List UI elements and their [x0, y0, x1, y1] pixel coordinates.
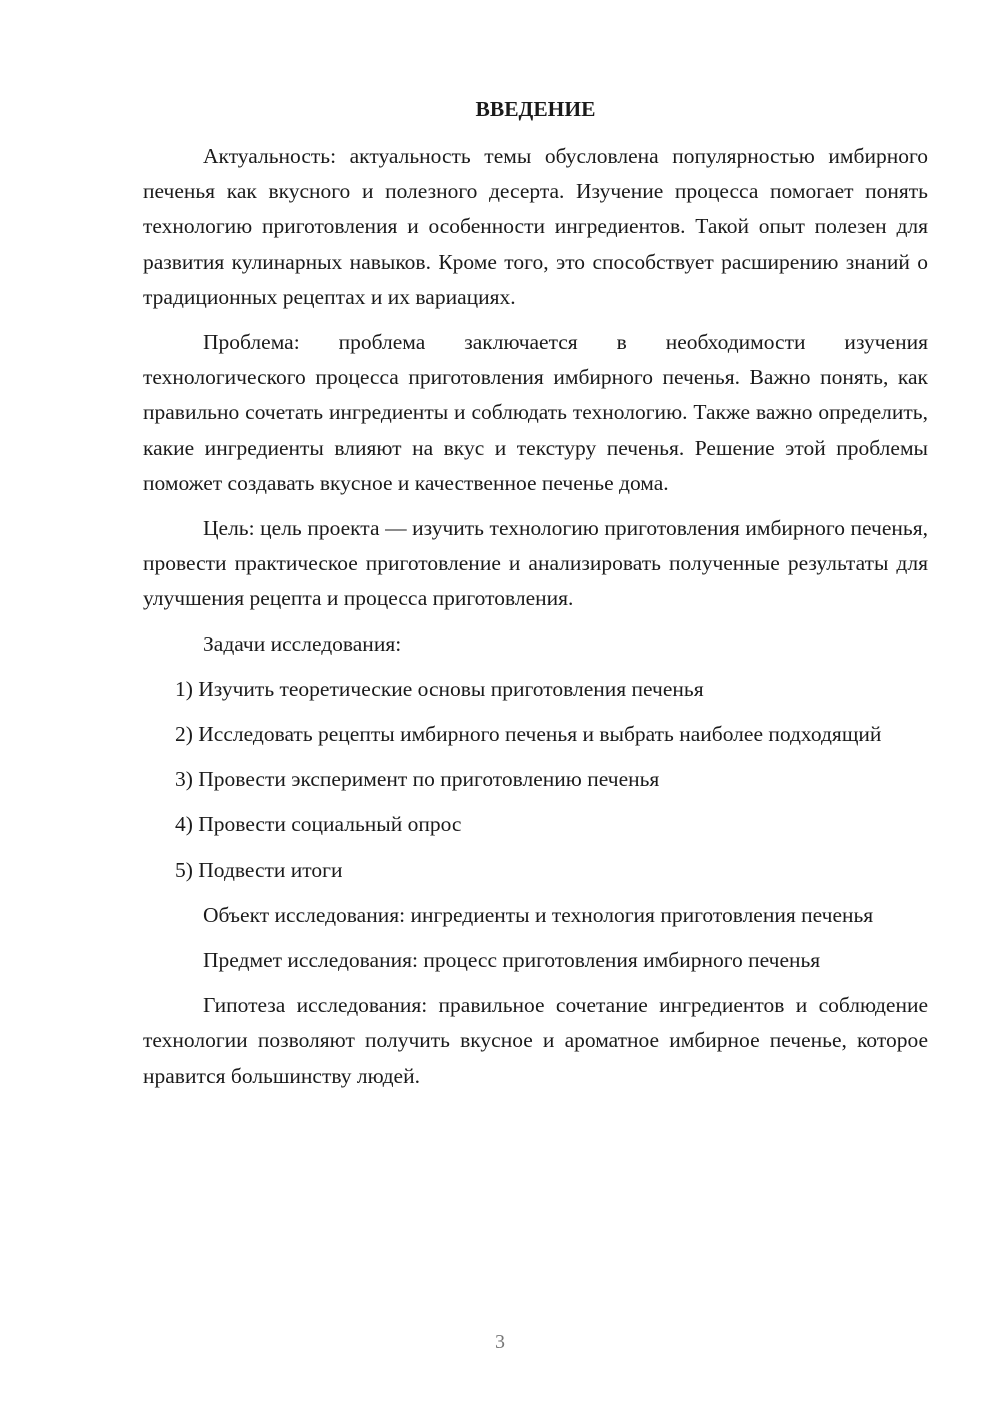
page-number: 3 [495, 1331, 505, 1353]
paragraph-object: Объект исследования: ингредиенты и технология приготовления печенья [203, 902, 874, 927]
task-item-2: 2) Исследовать рецепты имбирного печенья и выбрать наиболее подходящий [175, 722, 882, 747]
task-item-4: 4) Провести социальный опрос [175, 812, 462, 837]
section-heading: ВВЕДЕНИЕ [475, 97, 596, 121]
paragraph-hypothesis: Гипотеза исследования: правильное сочетание ингредиентов и соблюдение технологии позволяют получить вкусное и ароматное имбирное печенье, которое нравится большинству людей. [143, 993, 928, 1088]
document-page [143, 92, 928, 1104]
paragraph-tasks-heading: Задачи исследования: [203, 631, 402, 656]
task-item-1: 1) Изучить теоретические основы приготовления печенья [175, 676, 704, 701]
paragraph-goal: Цель: цель проекта — изучить технологию приготовления имбирного печенья, провести практическое приготовление и анализировать полученные результаты для улучшения рецепта и процесса приготовления. [143, 516, 928, 611]
task-item-5: 5) Подвести итоги [175, 857, 343, 882]
task-item-3: 3) Провести эксперимент по приготовлению печенья [175, 767, 660, 792]
paragraph-subject: Предмет исследования: процесс приготовления имбирного печенья [203, 948, 821, 973]
paragraph-problem: Проблема: проблема заключается в необходимости изучения технологического процесса приготовления имбирного печенья. Важно понять, как правильно сочетать ингредиенты и соблюдать технологию. Также важно определить, какие ингредиенты влияют на вкус и текстуру печенья. Решение этой проблемы поможет создавать вкусное и качественное печенье дома. [143, 330, 928, 495]
paragraph-relevance: Актуальность: актуальность темы обусловлена популярностью имбирного печенья как вкусного и полезного десерта. Изучение процесса помогает понять технологию приготовления и особенности ингредиентов. Такой опыт полезен для развития кулинарных навыков. Кроме того, это способствует расширению знаний о традиционных рецептах и их вариациях. [143, 144, 928, 309]
